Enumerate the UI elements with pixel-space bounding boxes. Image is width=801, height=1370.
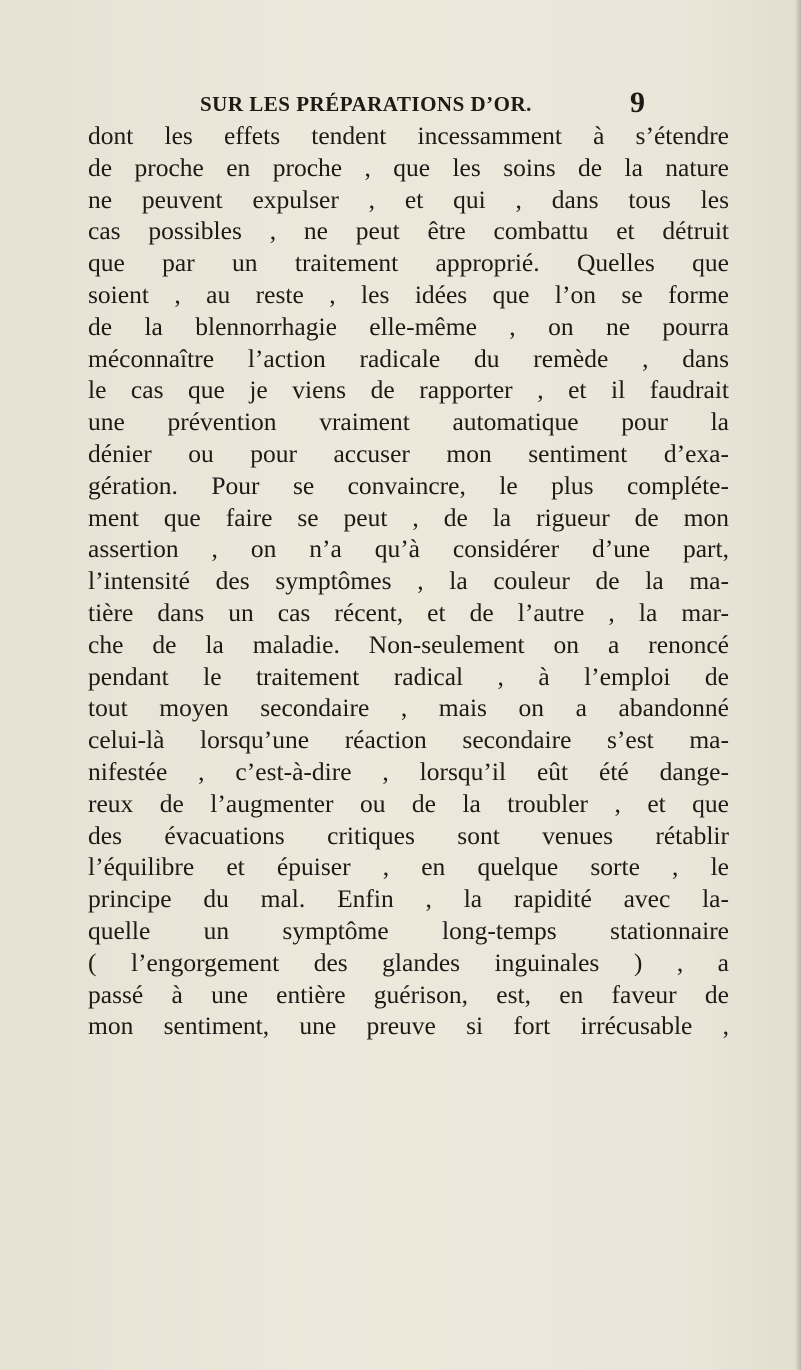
text-line: l’équilibre et épuiser , en quelque sorte , le bbox=[88, 852, 729, 882]
text-line: assertion , on n’a qu’à considérer d’une part, bbox=[88, 534, 729, 564]
text-line: l’intensité des symptômes , la couleur de la ma- bbox=[88, 566, 729, 596]
text-line: le cas que je viens de rapporter , et il faudrait bbox=[88, 375, 729, 405]
text-line: dont les effets tendent incessamment à s’étendre bbox=[88, 121, 729, 150]
body-text bbox=[88, 120, 729, 1042]
page-number: 9 bbox=[630, 86, 645, 119]
running-head: SUR LES PRÉPARATIONS D’OR. bbox=[200, 92, 532, 116]
text-line: principe du mal. Enfin , la rapidité avec la- bbox=[88, 884, 729, 914]
text-line: celui-là lorsqu’une réaction secondaire s’est ma- bbox=[88, 725, 729, 755]
text-line: pendant le traitement radical , à l’emploi de bbox=[88, 661, 729, 691]
text-line: que par un traitement approprié. Quelles que bbox=[88, 248, 729, 278]
text-line: gération. Pour se convaincre, le plus compléte- bbox=[88, 470, 729, 500]
text-line: de la blennorrhagie elle-même , on ne pourra bbox=[88, 311, 729, 341]
text-line: mon sentiment, une preuve si fort irrécusable , bbox=[88, 1011, 729, 1041]
text-line: reux de l’augmenter ou de la troubler , et que bbox=[88, 788, 729, 818]
text-line: méconnaître l’action radicale du remède , dans bbox=[88, 343, 729, 373]
text-line: passé à une entière guérison, est, en faveur de bbox=[88, 979, 729, 1009]
text-line: ( l’engorgement des glandes inguinales ) , a bbox=[88, 947, 729, 977]
text-line: nifestée , c’est-à-dire , lorsqu’il eût été dange- bbox=[88, 756, 729, 786]
text-line: ne peuvent expulser , et qui , dans tous les bbox=[88, 184, 729, 214]
text-line: dénier ou pour accuser mon sentiment d’exa- bbox=[88, 438, 729, 468]
text-line: une prévention vraiment automatique pour la bbox=[88, 407, 729, 437]
page-edge-shadow bbox=[795, 0, 801, 1370]
text-line: tout moyen secondaire , mais on a abandonné bbox=[88, 693, 729, 723]
text-line: soient , au reste , les idées que l’on se forme bbox=[88, 279, 729, 309]
text-line: tière dans un cas récent, et de l’autre , la mar- bbox=[88, 597, 729, 627]
text-line: cas possibles , ne peut être combattu et détruit bbox=[88, 216, 729, 246]
text-line: che de la maladie. Non-seulement on a renoncé bbox=[88, 629, 729, 659]
text-line: des évacuations critiques sont venues rétablir bbox=[88, 820, 729, 850]
text-line: ment que faire se peut , de la rigueur de mon bbox=[88, 502, 729, 532]
text-line: de proche en proche , que les soins de la nature bbox=[88, 152, 729, 182]
text-line: quelle un symptôme long-temps stationnaire bbox=[88, 915, 729, 945]
